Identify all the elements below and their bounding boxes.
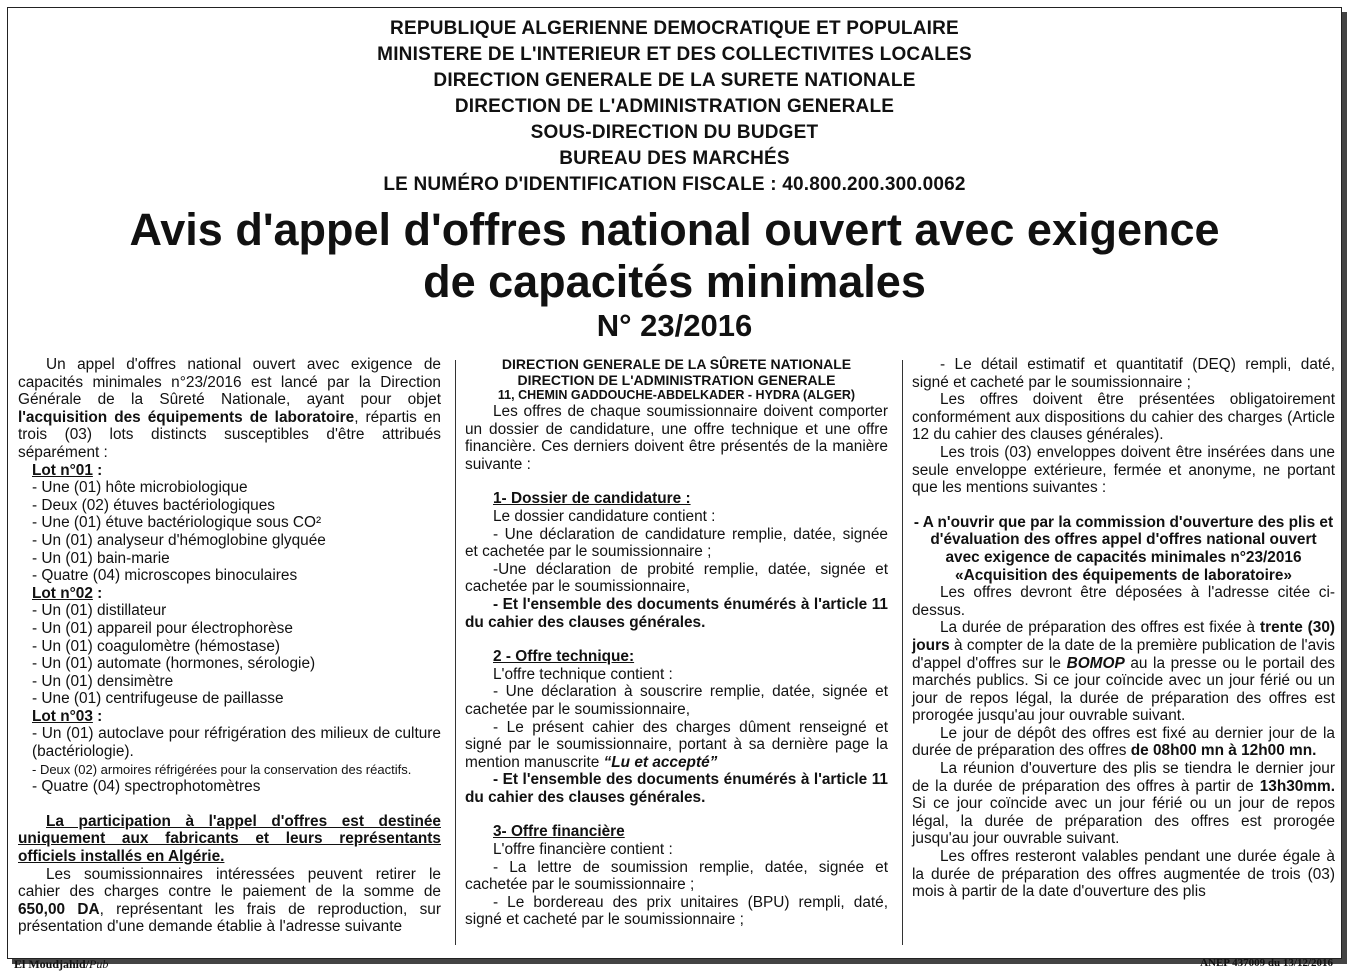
opening-text: La réunion d'ouverture des plis se tiendra le dernier jour de la durée de préparation des offres à partir de (912, 760, 1335, 795)
column-3 (912, 356, 1335, 901)
opening-time: 13h30mm. (1259, 777, 1335, 795)
section-2-heading (465, 648, 888, 666)
lot-item: - Quatre (04) microscopes binoculaires (32, 567, 298, 585)
section-3-heading (465, 823, 888, 841)
header-line-bureau: BUREAU DES MARCHÉS (559, 148, 790, 169)
lot-1-label: Lot n°01 (32, 461, 93, 479)
duration-text: La durée de préparation des offres est fixée à (940, 619, 1260, 637)
notice-title (8, 204, 1341, 308)
section-1-item: - Et l'ensemble des documents énumérés à l'article 11 du cahier des clauses générales. (465, 595, 888, 631)
envelope-object: «Acquisition des équipements de laboratoire» (955, 566, 1292, 584)
lot-item: - Une (01) hôte microbiologique (32, 479, 248, 497)
lot-item: - Quatre (04) spectrophotomètres (32, 778, 261, 796)
validity-paragraph: Les offres resteront valables pendant une durée égale à la durée de préparation des offres augmentée de trois (03) mois à partir de la date d'ouverture des plis (912, 848, 1335, 901)
lot-item: - Deux (02) armoires réfrigérées pour la conservation des réactifs. (32, 761, 412, 777)
retrait-paragraph (18, 866, 441, 936)
lot-item: - Une (01) centrifugeuse de paillasse (32, 690, 284, 708)
duration-days: trente (30) jours (912, 619, 1336, 654)
section-1-heading (465, 490, 888, 508)
deq-item: - Le détail estimatif et quantitatif (DEQ) rempli, daté, signé et cacheté par le soumissionnaire ; (912, 356, 1335, 391)
section-3-lead: L'offre financière contient : (493, 841, 673, 859)
section-3-item: - La lettre de soumission remplie, datée, signée et cachetée par le soumissionnaire ; (465, 858, 888, 894)
duration-text-mid: à compter de la date de la première publication de l'avis d'appel d'offres sur le (912, 636, 1335, 672)
title-line-2: de capacités minimales (423, 256, 926, 307)
footer-anep-reference: ANEP 437009 du 13/12/2016 (1200, 957, 1333, 969)
column-1 (18, 356, 441, 936)
envelope-mention: - A n'ouvrir que par la commission d'ouverture des plis et d'évaluation des offres appel d'offres national ouvert avec exigence de capacités minimales n°23/2016 (913, 513, 1334, 566)
lot-item: - Une (01) étuve bactériologique sous CO² (32, 514, 322, 532)
column-divider-1 (455, 360, 456, 945)
conformity-paragraph: Les offres doivent être présentées obligatoirement conformément aux dispositions du cahier des charges (Article 12 du cahier des clauses générales). (912, 391, 1335, 444)
section-1-item: - Une déclaration de candidature remplie, datée, signée et cachetée par le soumissionnaire ; (465, 525, 888, 561)
participation-notice: La participation à l'appel d'offres est destinée uniquement aux fabricants et leurs représentants officiels installés en Algérie. (18, 812, 441, 866)
deposit-address-paragraph: Les offres devront être déposées à l'adresse citée ci-dessus. (912, 584, 1335, 619)
notice-frame (7, 7, 1342, 959)
header-line-ministry: MINISTERE DE L'INTERIEUR ET DES COLLECTIVITES LOCALES (377, 44, 972, 65)
address-line-2: DIRECTION DE L'ADMINISTRATION GENERALE (517, 372, 836, 388)
footer-source (14, 957, 108, 972)
lot-item: - Un (01) densimètre (32, 672, 174, 690)
duration-text-end: au la presse ou le portail des marchés publics. Si ce jour coïncide avec un jour férié ou un jour de repos légal, la durée de préparation des offres est prorogée jusqu'au jour ouvrable suivant. (912, 654, 1335, 725)
header (8, 16, 1341, 198)
deposit-day-paragraph (912, 725, 1335, 760)
deposit-hours: de 08h00 mn à 12h00 mn. (1130, 742, 1317, 760)
lot-1-heading: Lot n°01 : (32, 461, 103, 479)
footer-newspaper: El Moudjahid/ (14, 957, 90, 971)
intro-text-end: , répartis en trois (03) lots distincts susceptibles d'être attribués séparément : (18, 408, 441, 461)
address-line-3: 11, CHEMIN GADDOUCHE-ABDELKADER - HYDRA (ALGER) (497, 388, 856, 402)
lot-item: - Un (01) automate (hormones, sérologie) (32, 655, 316, 673)
lot-item: - Un (01) autoclave pour réfrigération des milieux de culture (bactériologie). (32, 725, 441, 761)
section-2-item: - Et l'ensemble des documents énumérés à l'article 11 du cahier des clauses générales. (465, 771, 888, 806)
retrait-amount: 650,00 DA (18, 900, 100, 918)
lot-item: - Un (01) analyseur d'hémoglobine glyquée (32, 531, 326, 549)
header-line-republic: REPUBLIQUE ALGERIENNE DEMOCRATIQUE ET POPULAIRE (390, 18, 959, 39)
intro-text: Un appel d'offres national ouvert avec exigence de capacités minimales n°23/2016 est lancé par la Direction Générale de la Sûreté Nationale, ayant pour objet (18, 356, 441, 409)
section-2-item-text: - Le présent cahier des charges dûment renseigné et signé par le soumissionnaire, portant à sa dernière page la mention manuscrite (465, 718, 888, 771)
preparation-duration-paragraph (912, 619, 1335, 725)
lot-item: - Un (01) distillateur (32, 602, 167, 620)
deposit-day-text: Le jour de dépôt des offres est fixé au dernier jour de la durée de préparation des offres (912, 724, 1335, 760)
bomop: BOMOP (1066, 654, 1125, 672)
header-line-administration: DIRECTION DE L'ADMINISTRATION GENERALE (454, 96, 895, 117)
retrait-text-end: , représentant les frais de reproduction, sur présentation d'une demande établie à l'adresse suivante (18, 900, 441, 936)
mention-manuscrite: “Lu et accepté” (603, 753, 718, 771)
lot-item: - Deux (02) étuves bactériologiques (32, 496, 275, 514)
title-line-1: Avis d'appel d'offres national ouvert avec exigence (129, 204, 1220, 255)
opening-text-end: Si ce jour coïncide avec un jour férié ou un jour de repos légal, la durée de préparation des offres est prorogée jusqu'au jour ouvrable suivant. (912, 795, 1335, 848)
section-1-title: 1- Dossier de candidature : (493, 490, 691, 508)
header-line-nif: LE NUMÉRO D'IDENTIFICATION FISCALE : 40.800.200.300.0062 (383, 174, 966, 195)
address-line-1: DIRECTION GENERALE DE LA SÛRETE NATIONALE (501, 356, 852, 372)
lot-2-label: Lot n°02 (32, 584, 93, 602)
section-1-item: -Une déclaration de probité remplie, datée, signée et cachetée par le soumissionnaire, (465, 560, 888, 596)
lot-3-label: Lot n°03 (32, 707, 93, 725)
offers-intro: Les offres de chaque soumissionnaire doivent comporter un dossier de candidature, une offre technique et une offre financière. Ces derniers doivent être présentés de la manière suivante : (465, 403, 888, 473)
lot-item: - Un (01) coagulomètre (hémostase) (32, 637, 281, 655)
intro-paragraph (18, 356, 441, 462)
column-2 (465, 356, 888, 929)
section-2-title: 2 - Offre technique: (493, 648, 635, 666)
lot-item: - Un (01) bain-marie (32, 549, 170, 567)
section-3-item: - Le bordereau des prix unitaires (BPU) rempli, daté, signé et cacheté par le soumissionnaire ; (465, 893, 888, 929)
header-line-budget: SOUS-DIRECTION DU BUDGET (530, 122, 819, 143)
lot-2-heading: Lot n°02 : (32, 584, 103, 602)
column-divider-2 (902, 360, 903, 945)
lot-3-heading: Lot n°03 : (32, 707, 103, 725)
section-2-item (465, 719, 888, 772)
opening-paragraph (912, 760, 1335, 848)
section-1-lead: Le dossier candidature contient : (493, 507, 716, 525)
footer-pub: Pub (89, 957, 109, 971)
notice-number: N° 23/2016 (596, 308, 753, 343)
header-line-dgsn: DIRECTION GENERALE DE LA SURETE NATIONALE (433, 70, 916, 91)
section-2-item: - Une déclaration à souscrire remplie, datée, signée et cachetée par le soumissionnaire, (465, 683, 888, 718)
envelope-paragraph: Les trois (03) enveloppes doivent être insérées dans une seule enveloppe extérieure, fermée et anonyme, ne portant que les mentions suivantes : (912, 443, 1335, 497)
section-3-title: 3- Offre financière (493, 823, 625, 841)
lot-item: - Un (01) appareil pour électrophorèse (32, 619, 293, 637)
section-2-lead: L'offre technique contient : (493, 665, 673, 683)
intro-object: l'acquisition des équipements de laboratoire (18, 408, 355, 426)
retrait-text: Les soumissionnaires intéressées peuvent retirer le cahier des charges contre le paiement de la somme de (18, 865, 441, 901)
